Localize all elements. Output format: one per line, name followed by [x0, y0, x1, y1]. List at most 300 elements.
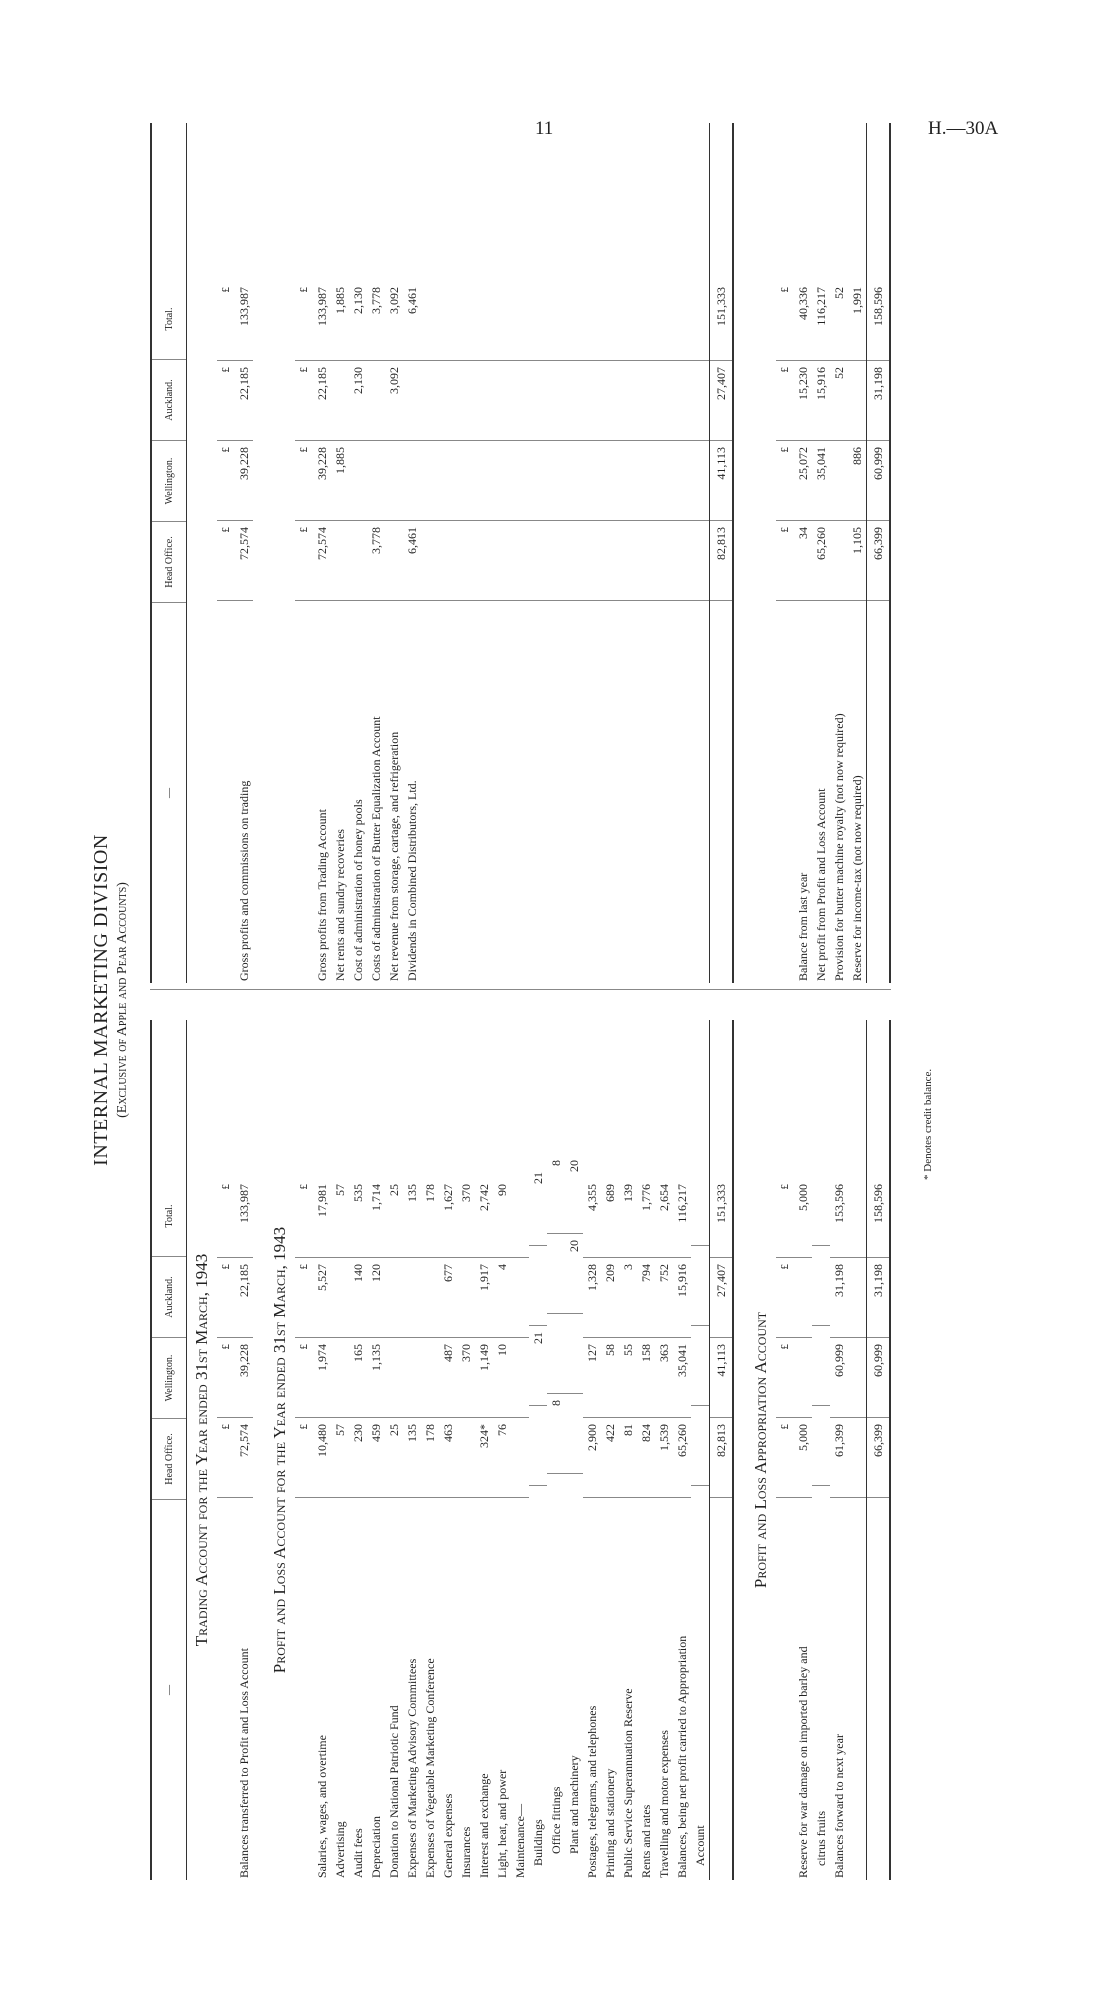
cell-head-office [385, 521, 403, 601]
cell-head-office: 324* [475, 1418, 493, 1498]
blank-cell [493, 361, 511, 441]
blank-cell [848, 1338, 866, 1418]
blank-cell [655, 281, 673, 361]
table-row [655, 1020, 673, 1880]
blank-cell [475, 441, 493, 521]
cell-auckland [385, 1258, 403, 1338]
row-description: Net profit from Profit and Loss Account [814, 788, 828, 981]
currency-symbol: £ [295, 441, 313, 521]
blank-row [601, 123, 619, 983]
currency-row-desc [776, 601, 794, 983]
column-header-desc: — [163, 788, 175, 798]
blank-desc [848, 1498, 866, 1880]
row-description: Account [693, 1825, 707, 1866]
blank-cell [565, 281, 583, 361]
blank-cell [457, 521, 475, 601]
table-row [637, 1020, 655, 1880]
cell-auckland: 22,185 [235, 361, 253, 441]
total-head-office: 82,813 [710, 521, 732, 601]
currency-symbol: £ [776, 1338, 794, 1418]
totals-row-desc [867, 1498, 889, 1880]
currency-symbol: £ [295, 361, 313, 441]
blank-cell [691, 441, 709, 521]
cell-auckland [457, 1258, 475, 1338]
cell-total: 116,217 [673, 1178, 691, 1258]
blank-desc [619, 601, 637, 983]
cell-head-office [812, 1406, 830, 1486]
row-description: Reserve for income-tax (not now required) [850, 775, 864, 981]
table-row [511, 1020, 529, 1880]
blank-cell [601, 281, 619, 361]
cell-auckland: 22,185 [235, 1258, 253, 1338]
row-description: General expenses [441, 1793, 455, 1878]
blank-cell [511, 281, 529, 361]
cell-auckland: 52 [830, 361, 848, 441]
blank-cell [547, 521, 565, 601]
cell-auckland [529, 1246, 547, 1326]
blank-row [547, 123, 565, 983]
blank-cell [848, 1258, 866, 1338]
blank-cell [673, 281, 691, 361]
blank-row [637, 123, 655, 983]
currency-symbol: £ [217, 1258, 235, 1338]
currency-row [295, 1020, 313, 1880]
cell-head-office: 65,260 [812, 521, 830, 601]
row-description: Light, heat, and power [495, 1769, 509, 1878]
cell-total: 25 [385, 1178, 403, 1258]
blank-cell [511, 361, 529, 441]
column-header-total: Total. [152, 1176, 186, 1257]
currency-symbol: £ [295, 1258, 313, 1338]
cell-total: 1,776 [637, 1178, 655, 1258]
blank-cell [691, 281, 709, 361]
cell-auckland: 3,092 [385, 361, 403, 441]
blank-desc [439, 601, 457, 983]
blank-cell [691, 521, 709, 601]
cell-auckland [331, 361, 349, 441]
currency-symbol: £ [776, 1418, 794, 1498]
total-auckland: 27,407 [710, 361, 732, 441]
table-row [235, 1020, 253, 1880]
currency-row-desc [295, 601, 313, 983]
blank-cell [619, 521, 637, 601]
table-row [565, 1020, 583, 1880]
cell-head-office: 65,260 [673, 1418, 691, 1498]
cell-total: 133,987 [313, 281, 331, 361]
blank-cell [583, 281, 601, 361]
table-row [493, 1020, 511, 1880]
currency-row-desc [217, 601, 235, 983]
blank-cell [583, 521, 601, 601]
table-row [331, 1020, 349, 1880]
cell-head-office [529, 1406, 547, 1486]
cell-wellington: 165 [349, 1338, 367, 1418]
cell-wellington [830, 441, 848, 521]
cell-head-office: 178 [421, 1418, 439, 1498]
cell-head-office: 459 [367, 1418, 385, 1498]
blank-desc [547, 601, 565, 983]
cell-total: 1,885 [331, 281, 349, 361]
cell-head-office: 81 [619, 1418, 637, 1498]
cell-head-office: 463 [439, 1418, 457, 1498]
cell-head-office: 230 [349, 1418, 367, 1498]
cell-total: 370 [457, 1178, 475, 1258]
blank-cell [583, 361, 601, 441]
currency-symbol: £ [776, 1258, 794, 1338]
blank-row [619, 123, 637, 983]
row-description: Buildings [531, 1819, 545, 1866]
blank-cell [601, 521, 619, 601]
currency-symbol: £ [776, 521, 794, 601]
table-row [313, 1020, 331, 1880]
table-row [313, 123, 331, 983]
cell-total: 57 [331, 1178, 349, 1258]
cell-wellington: 1,885 [331, 441, 349, 521]
cell-wellington: 886 [848, 441, 866, 521]
cell-head-office: 25 [385, 1418, 403, 1498]
document-reference: H.—30A [928, 118, 999, 139]
row-description: Reserve for war damage on imported barley and [796, 1646, 810, 1878]
cell-total: 20 [565, 1154, 583, 1234]
table-row [673, 1020, 691, 1880]
blank-desc [673, 601, 691, 983]
blank-cell [547, 361, 565, 441]
cell-head-office: 2,900 [583, 1418, 601, 1498]
table-row [794, 1020, 812, 1880]
row-description: Interest and exchange [477, 1773, 491, 1878]
table-row [794, 123, 812, 983]
blank-cell [457, 441, 475, 521]
cell-wellington: 39,228 [235, 441, 253, 521]
cell-wellington [367, 441, 385, 521]
totals-row [866, 1020, 891, 1880]
row-description: Donation to National Patriotic Fund [387, 1705, 401, 1878]
cell-auckland: 752 [655, 1258, 673, 1338]
cell-total: 139 [619, 1178, 637, 1258]
cell-auckland [848, 361, 866, 441]
credit-side [150, 123, 891, 990]
totals-row-desc [710, 1498, 732, 1880]
appropriation-section-title: Profit and Loss Appropriation Account [751, 1311, 770, 1589]
blank-cell [637, 361, 655, 441]
currency-row [217, 123, 235, 983]
table-row [421, 1020, 439, 1880]
blank-cell [493, 521, 511, 601]
blank-cell [601, 441, 619, 521]
table-row [439, 1020, 457, 1880]
row-description: citrus fruits [814, 1811, 828, 1866]
table-row [385, 1020, 403, 1880]
table-row [691, 1020, 709, 1880]
rotated-table-page [90, 120, 1010, 1880]
cell-head-office: 824 [637, 1418, 655, 1498]
page-number: 11 [535, 118, 554, 139]
blank-cell [619, 441, 637, 521]
column-header-desc: — [163, 1685, 175, 1695]
table-row [403, 1020, 421, 1880]
table-row [331, 123, 349, 983]
blank-cell [655, 521, 673, 601]
cell-total: 178 [421, 1178, 439, 1258]
cell-wellington: 127 [583, 1338, 601, 1418]
blank-cell [475, 361, 493, 441]
cell-total: 8 [547, 1154, 565, 1234]
table-row [812, 123, 830, 983]
blank-cell [421, 281, 439, 361]
blank-cell [511, 441, 529, 521]
cell-wellington [403, 441, 421, 521]
table-row [367, 1020, 385, 1880]
blank-cell [493, 441, 511, 521]
currency-symbol: £ [776, 361, 794, 441]
table-row [848, 123, 866, 983]
row-description: Cost of administration of honey pools [351, 799, 365, 981]
column-header-wellington: Wellington. [152, 441, 186, 522]
row-description: Net rents and sundry recoveries [333, 829, 347, 981]
footnote: * Denotes credit balance. [922, 1068, 934, 1180]
cell-head-office [331, 521, 349, 601]
cell-wellington: 487 [439, 1338, 457, 1418]
cell-head-office [830, 521, 848, 601]
blank-cell [565, 521, 583, 601]
blank-cell [475, 281, 493, 361]
total-head-office: 82,813 [710, 1418, 732, 1498]
blank-cell [673, 441, 691, 521]
row-description: Provision for butter machine royalty (not now required) [832, 713, 846, 981]
row-description: Balances, being net profit carried to Appropriation [675, 1635, 689, 1878]
cell-auckland: 794 [637, 1258, 655, 1338]
cell-total: 1,714 [367, 1178, 385, 1258]
cell-total: 133,987 [235, 281, 253, 361]
cell-head-office: 135 [403, 1418, 421, 1498]
blank-cell [637, 281, 655, 361]
cell-wellington [331, 1338, 349, 1418]
cell-wellington [794, 1338, 812, 1418]
blank-row [457, 123, 475, 983]
cell-head-office: 76 [493, 1418, 511, 1498]
table-row [601, 1020, 619, 1880]
currency-symbol: £ [776, 1178, 794, 1258]
blank-desc [601, 601, 619, 983]
row-description: Expenses of Vegetable Marketing Conference [423, 1658, 437, 1878]
cell-total [812, 1166, 830, 1246]
blank-desc [691, 601, 709, 983]
total-head-office: 66,399 [867, 1418, 889, 1498]
table-row [619, 1020, 637, 1880]
row-description: Balances forward to next year [832, 1734, 846, 1878]
row-description: Rents and rates [639, 1804, 653, 1878]
row-description: Printing and stationery [603, 1768, 617, 1878]
blank-row [565, 123, 583, 983]
blank-cell [619, 361, 637, 441]
currency-row [776, 123, 794, 983]
blank-row [673, 123, 691, 983]
column-header-head-office: Head Office. [152, 1419, 186, 1500]
blank-cell [439, 281, 457, 361]
cell-head-office [511, 1418, 529, 1498]
cell-total: 135 [403, 1178, 421, 1258]
table-row [475, 1020, 493, 1880]
cell-total [511, 1178, 529, 1258]
cell-total: 2,130 [349, 281, 367, 361]
blank-cell [547, 281, 565, 361]
row-description: Audit fees [351, 1828, 365, 1878]
cell-auckland [331, 1258, 349, 1338]
cell-head-office: 10,480 [313, 1418, 331, 1498]
blank-cell [583, 441, 601, 521]
table-row [583, 1020, 601, 1880]
cell-total: 535 [349, 1178, 367, 1258]
currency-symbol: £ [217, 1338, 235, 1418]
cell-wellington [385, 1338, 403, 1418]
blank-desc [655, 601, 673, 983]
currency-symbol: £ [217, 1418, 235, 1498]
table-row [457, 1020, 475, 1880]
cell-total: 1,627 [439, 1178, 457, 1258]
total-total: 151,333 [710, 281, 732, 361]
totals-row [709, 123, 734, 983]
table-row [235, 123, 253, 983]
blank-cell [421, 521, 439, 601]
cell-head-office: 422 [601, 1418, 619, 1498]
cell-auckland [547, 1234, 565, 1314]
column-header-auckland: Auckland. [152, 1257, 186, 1338]
blank-desc [493, 601, 511, 983]
cell-auckland: 209 [601, 1258, 619, 1338]
row-description: Postages, telegrams, and telephones [585, 1705, 599, 1878]
blank-cell [529, 281, 547, 361]
total-head-office: 66,399 [867, 521, 889, 601]
column-header-row [150, 1020, 187, 1880]
blank-cell [637, 521, 655, 601]
currency-row-desc [776, 1498, 794, 1880]
cell-wellington [421, 1338, 439, 1418]
table-row [349, 123, 367, 983]
blank-cell [565, 441, 583, 521]
blank-cell [529, 361, 547, 441]
column-header-total: Total. [152, 279, 186, 360]
blank-cell [457, 361, 475, 441]
cell-wellington: 60,999 [830, 1338, 848, 1418]
blank-cell [493, 281, 511, 361]
currency-symbol: £ [295, 1338, 313, 1418]
blank-cell [439, 521, 457, 601]
table-row [830, 123, 848, 983]
blank-cell [655, 441, 673, 521]
cell-total: 6,461 [403, 281, 421, 361]
table-row [529, 1020, 547, 1880]
row-description: Advertising [333, 1821, 347, 1878]
cell-auckland: 5,527 [313, 1258, 331, 1338]
cell-auckland: 15,916 [812, 361, 830, 441]
cell-head-office: 8 [547, 1394, 565, 1474]
currency-row-desc [295, 1498, 313, 1880]
totals-row-desc [710, 601, 732, 983]
cell-total: 3,092 [385, 281, 403, 361]
cell-auckland: 140 [349, 1258, 367, 1338]
total-total: 158,596 [867, 1178, 889, 1258]
cell-auckland: 1,917 [475, 1258, 493, 1338]
table-row [367, 123, 385, 983]
cell-head-office: 6,461 [403, 521, 421, 601]
blank-desc [421, 601, 439, 983]
table-row [830, 1020, 848, 1880]
blank-cell [673, 521, 691, 601]
cell-head-office [457, 1418, 475, 1498]
blank-cell [848, 1418, 866, 1498]
row-description: Travelling and motor expenses [657, 1730, 671, 1878]
cell-wellington [403, 1338, 421, 1418]
currency-row [776, 1020, 794, 1880]
table-row [403, 123, 421, 983]
cell-head-office [349, 521, 367, 601]
blank-row [475, 123, 493, 983]
table-row [547, 1020, 565, 1880]
blank-desc [565, 601, 583, 983]
cell-auckland [421, 1258, 439, 1338]
blank-cell [565, 361, 583, 441]
currency-symbol: £ [295, 1418, 313, 1498]
row-description: Balances transferred to Profit and Loss Account [237, 1648, 251, 1878]
row-description: Gross profits from Trading Account [315, 809, 329, 981]
cell-head-office: 3,778 [367, 521, 385, 601]
total-wellington: 60,999 [867, 1338, 889, 1418]
cell-total: 40,336 [794, 281, 812, 361]
cell-auckland: 120 [367, 1258, 385, 1338]
totals-row-desc [867, 601, 889, 983]
blank-cell [619, 281, 637, 361]
row-description: Office fittings [549, 1786, 563, 1854]
cell-total: 90 [493, 1178, 511, 1258]
cell-head-office: 57 [331, 1418, 349, 1498]
cell-head-office: 72,574 [235, 521, 253, 601]
totals-row [709, 1020, 734, 1880]
trading-section-title: Trading Account for the Year ended 31st March, 1943 [192, 1253, 211, 1647]
debit-side [150, 1020, 891, 1880]
cell-wellington: 10 [493, 1338, 511, 1418]
table-row [385, 123, 403, 983]
currency-row [217, 1020, 235, 1880]
cell-total: 5,000 [794, 1178, 812, 1258]
cell-head-office: 1,105 [848, 521, 866, 601]
cell-total: 21 [529, 1166, 547, 1246]
cell-wellington [547, 1314, 565, 1394]
cell-wellington: 35,041 [673, 1338, 691, 1418]
cell-total: 2,742 [475, 1178, 493, 1258]
cell-total: 2,654 [655, 1178, 673, 1258]
totals-row [866, 123, 891, 983]
currency-symbol: £ [217, 441, 235, 521]
blank-cell [601, 361, 619, 441]
cell-auckland [367, 361, 385, 441]
cell-wellington [565, 1314, 583, 1394]
currency-symbol: £ [217, 521, 235, 601]
total-wellington: 41,113 [710, 1338, 732, 1418]
cell-total: 1,991 [848, 281, 866, 361]
row-description: Costs of administration of Butter Equalization Account [369, 716, 383, 981]
blank-cell [439, 361, 457, 441]
column-header-head-office: Head Office. [152, 522, 186, 603]
total-auckland: 31,198 [867, 361, 889, 441]
cell-wellington: 1,974 [313, 1338, 331, 1418]
cell-wellington: 1,149 [475, 1338, 493, 1418]
total-total: 151,333 [710, 1178, 732, 1258]
blank-row [691, 123, 709, 983]
blank-cell [421, 441, 439, 521]
blank-row [583, 123, 601, 983]
blank-cell [421, 361, 439, 441]
blank-row [655, 123, 673, 983]
